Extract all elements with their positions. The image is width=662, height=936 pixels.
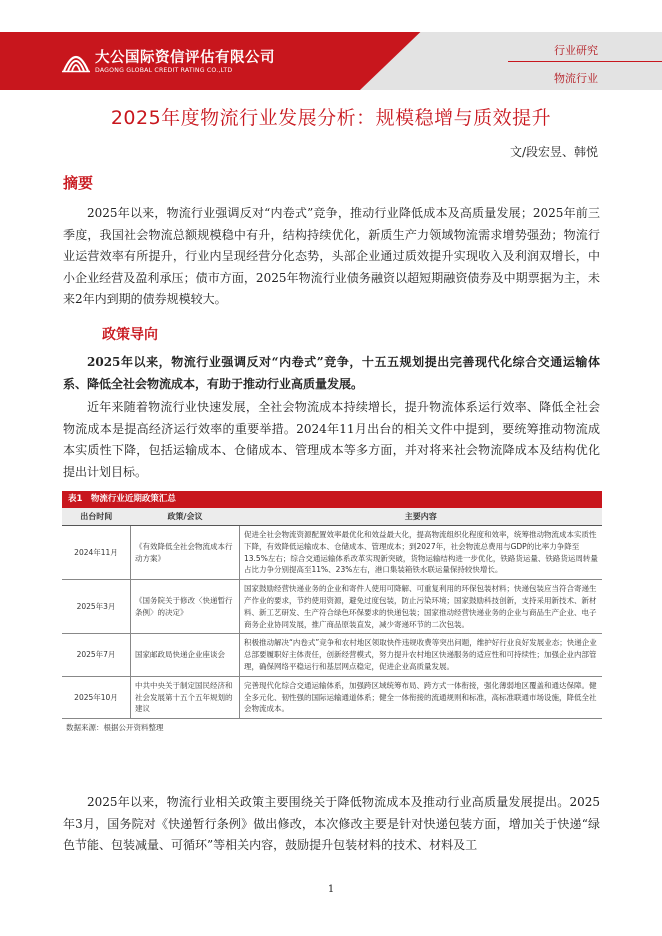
page-number: 1	[327, 884, 335, 895]
col-header-policy: 政策/会议	[131, 508, 240, 526]
cell-content: 积极推动解决“内卷式”竞争和农村地区领取快件违规收费等突出问题，维护好行业良好发展业态；快递企业总部要履职好主体责任，创新经营模式，努力提升农村地区快递服务的适应性和可持续性；加强企业内部管理，确保网络平稳运行和基层网点稳定，促进企业高质量发展。	[240, 634, 603, 676]
cell-content: 国家鼓励经营快递业务的企业和寄件人使用可降解、可重复利用的环保包装材料；快递包装应当符合寄递生产作业的要求，节约使用资源，避免过度包装，防止污染环境；国家鼓励科技创新，支持采用新技术、新材料、新工艺研发、生产符合绿色环保要求的快递包装；国家推动经营快递业务的企业与商品生产企业、电子商务企业协同发展，推广商品原装直发，减少寄递环节的二次包装。	[240, 580, 603, 634]
page-title: 2025年度物流行业发展分析：规模稳增与质效提升	[110, 107, 552, 129]
company-name-en: DAGONG GLOBAL CREDIT RATING CO.,LTD	[95, 67, 233, 74]
policy-heading: 政策导向	[102, 327, 158, 343]
policy-lead-paragraph: 2025年以来，物流行业强调反对“内卷式”竞争，十五五规划提出完善现代化综合交通运输体系、降低全社会物流成本，有助于推动行业高质量发展。	[63, 355, 600, 391]
cell-date: 2025年10月	[62, 676, 131, 718]
cell-policy: 国家邮政局快递企业座谈会	[131, 634, 240, 676]
table-caption: 表1 物流行业近期政策汇总	[62, 491, 602, 508]
author-line: 文/段宏昱、韩悦	[509, 145, 598, 159]
policy-table	[62, 491, 602, 733]
header-band	[0, 32, 662, 90]
cell-content: 促进全社会物流资源配置效率最优化和效益最大化，提高物流组织化程度和效率，统筹推动物流成本实质性下降，有效降低运输成本、仓储成本、管理成本；到2027年，社会物流总费用与GDP的比率力争降至13.5%左右；综合交通运输体系改革实现新突破，货物运输结构进一步优化，铁路货运量、铁路货运周转量占比力争分别提高至11%、23%左右，港口集装箱铁水联运量保持较快增长。	[240, 526, 603, 580]
table-row	[62, 526, 602, 580]
cell-policy: 《有效降低全社会物流成本行动方案》	[131, 526, 240, 580]
cell-date: 2024年11月	[62, 526, 131, 580]
col-header-date: 出台时间	[62, 508, 131, 526]
table-row	[62, 580, 602, 634]
industry-tag: 物流行业	[554, 72, 598, 85]
abstract-paragraph: 2025年以来，物流行业强调反对“内卷式”竞争，推动行业降低成本及高质量发展；2025年前三季度，我国社会物流总额规模稳中有升，结构持续优化，新质生产力领域物流需求增势强劲；物流行业运营效率有所提升，行业内呈现经营分化态势，头部企业通过质效提升实现收入及利润双增长，中小企业经营及盈利承压；债市方面，2025年物流行业债务融资以超短期融资债券及中期票据为主，未来2年内到期的债券规模较大。	[63, 206, 600, 307]
policy-summary-table	[62, 508, 602, 719]
cell-policy: 中共中央关于制定国民经济和社会发展第十五个五年规划的建议	[131, 676, 240, 718]
closing-paragraph: 2025年以来，物流行业相关政策主要围绕关于降低物流成本及推动行业高质量发展提出。2025年3月，国务院对《快递暂行条例》做出修改，本次修改主要是针对快递包装方面，增加关于快递“绿色节能、包装减量、可循环”等相关内容，鼓励提升包装材料的技术、材料及工	[63, 795, 600, 853]
table-header-row	[62, 508, 602, 526]
col-header-content: 主要内容	[240, 508, 603, 526]
cell-policy: 《国务院关于修改〈快递暂行条例〉的决定》	[131, 580, 240, 634]
cell-date: 2025年3月	[62, 580, 131, 634]
dagong-logo-icon	[62, 49, 90, 73]
table-row	[62, 676, 602, 718]
company-name-cn: 大公国际资信评估有限公司	[95, 50, 275, 66]
policy-body-paragraph: 近年来随着物流行业快速发展，全社会物流成本持续增长，提升物流体系运行效率、降低全社会物流成本是提高经济运行效率的重要举措。2024年11月出台的相关文件中提到，要统筹推动物流成本实质性下降，包括运输成本、仓储成本、管理成本等多方面，并对将来社会物流降成本及结构优化提出计划目标。	[63, 400, 600, 479]
report-category-tag: 行业研究	[554, 44, 598, 57]
table-row	[62, 634, 602, 676]
header-divider	[508, 61, 662, 62]
cell-date: 2025年7月	[62, 634, 131, 676]
cell-content: 完善现代化综合交通运输体系，加强跨区域统筹布局、跨方式一体衔接，强化薄弱地区覆盖和通达保障。健全多元化、韧性强的国际运输通道体系；健全一体衔接的流通规则和标准，高标准联通市场设施，降低全社会物流成本。	[240, 676, 603, 718]
abstract-heading: 摘要	[63, 174, 94, 192]
table-source-note: 数据来源：根据公开资料整理	[66, 723, 164, 733]
